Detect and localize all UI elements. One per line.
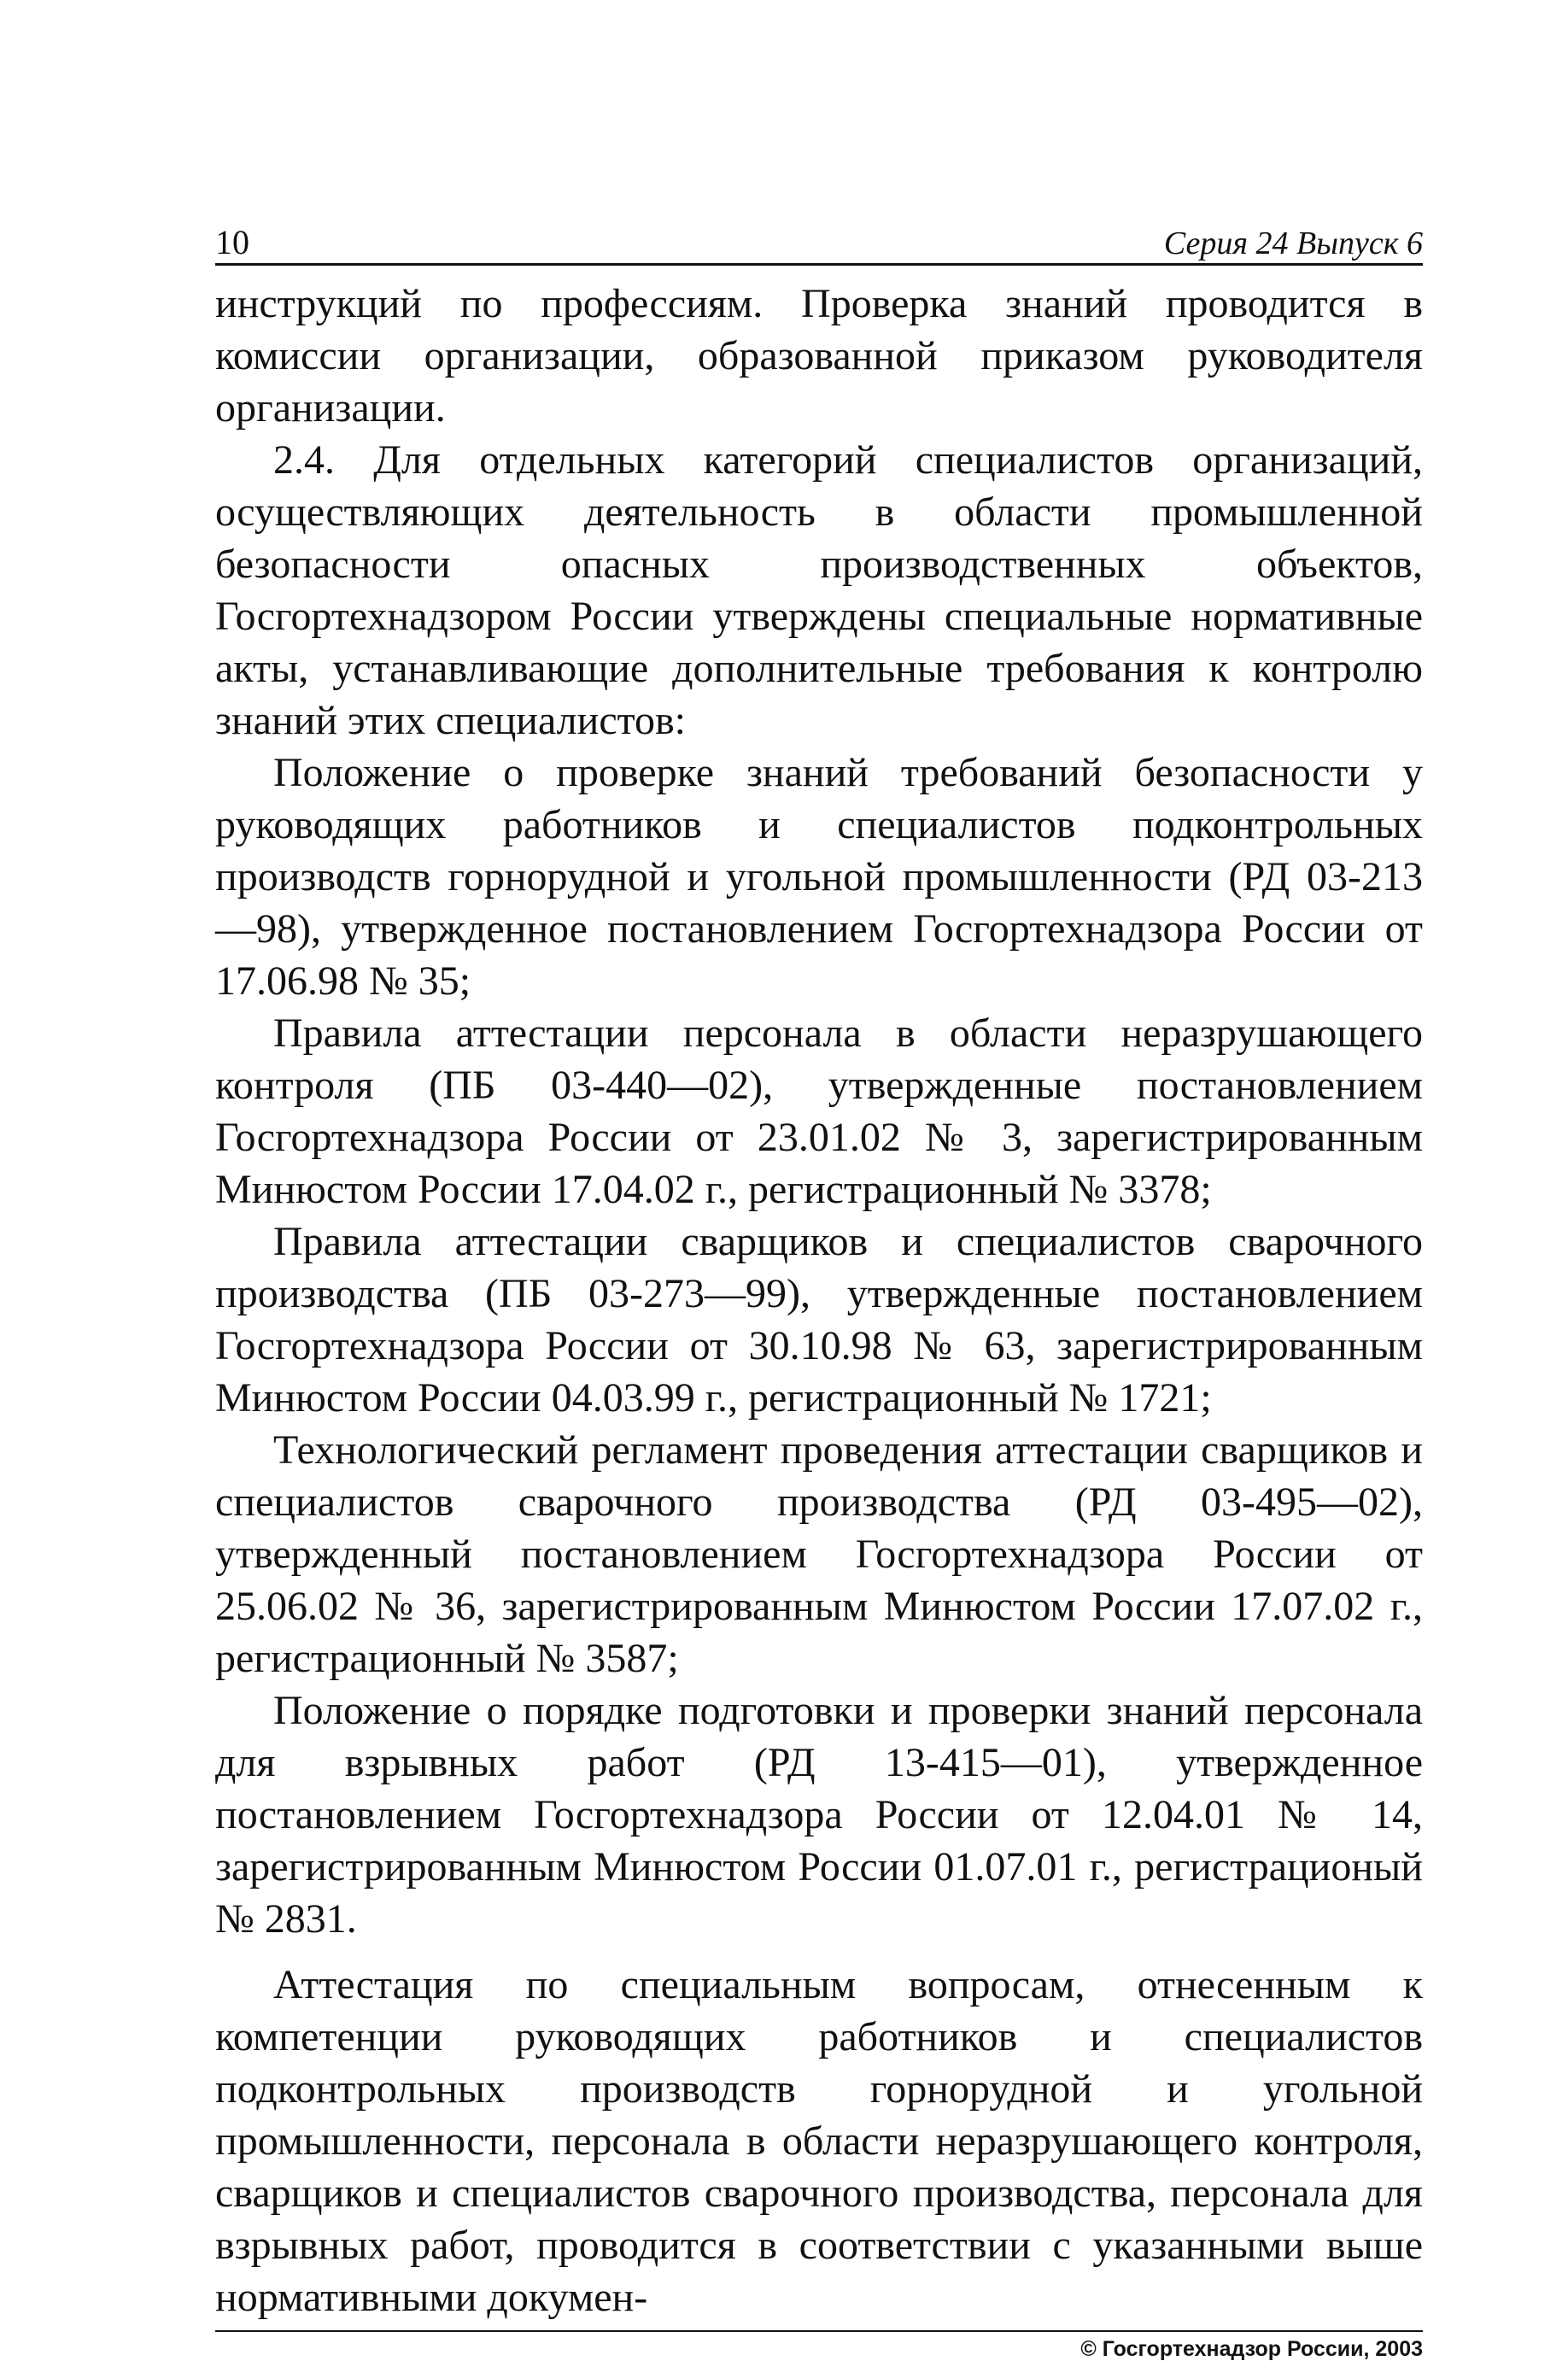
paragraph: Аттестация по специальным вопросам, отнесенным к компетенции руководящих работников и специалистов подконтрольных производств горнорудной и угольной промышленности, персонала в области неразрушающего контроля, сварщиков и специалистов сварочного производства, персонала для взрывных работ, проводится в соответствии с указанными выше нормативными докумен- (215, 1962, 1423, 2320)
list-item: Правила аттестации сварщиков и специалистов сварочного производства (ПБ 03-273—99), утвержденные постановлением Госгортехнадзора России от 30.10.98 № 63, зарегистрированным Минюстом России 04.03.99 г., регистрационный № 1721; (215, 1219, 1423, 1421)
list-item: Положение о проверке знаний требований безопасности у руководящих работников и специалистов подконтрольных производств горнорудной и угольной промышленности (РД 03-213—98), утвержденное постановлением Госгортехнадзора России от 17.06.98 № 35; (215, 750, 1423, 1004)
copyright-notice: © Госгортехнадзор России, 2003 (1080, 2337, 1423, 2361)
paragraph: 2.4. Для отдельных категорий специалистов организаций, осуществляющих деятельность в области промышленной безопасности опасных производственных объектов, Госгортехнадзором России утверждены специальные нормативные акты, устанавливающие дополнительные требования к контролю знаний этих специалистов: (215, 437, 1423, 743)
list-item: Технологический регламент проведения аттестации сварщиков и специалистов сварочного производства (РД 03-495—02), утвержденный постановлением Госгортехнадзора России от 25.06.02 № 36, зарегистрированным Минюстом России 17.07.02 г., регистрационный № 3587; (215, 1427, 1423, 1681)
document-page (215, 212, 1423, 2360)
list-item: Правила аттестации персонала в области неразрушающего контроля (ПБ 03-440—02), утвержденные постановлением Госгортехнадзора России от 23.01.02 № 3, зарегистрированным Минюстом России 17.04.02 г., регистрационный № 3378; (215, 1011, 1423, 1212)
paragraph: инструкций по профессиям. Проверка знаний проводится в комиссии организации, образованной приказом руководителя организации. (215, 281, 1423, 431)
list-item: Положение о порядке подготовки и проверки знаний персонала для взрывных работ (РД 13-415—01), утвержденное постановлением Госгортехнадзора России от 12.04.01 № 14, зарегистрированным Минюстом России 01.07.01 г., регистрационый № 2831. (215, 1688, 1423, 1942)
page-header (215, 212, 1423, 266)
running-head: Серия 24 Выпуск 6 (1163, 226, 1423, 261)
body-text (215, 278, 1423, 2323)
footer-rule (215, 2330, 1423, 2332)
page-number: 10 (215, 223, 249, 261)
